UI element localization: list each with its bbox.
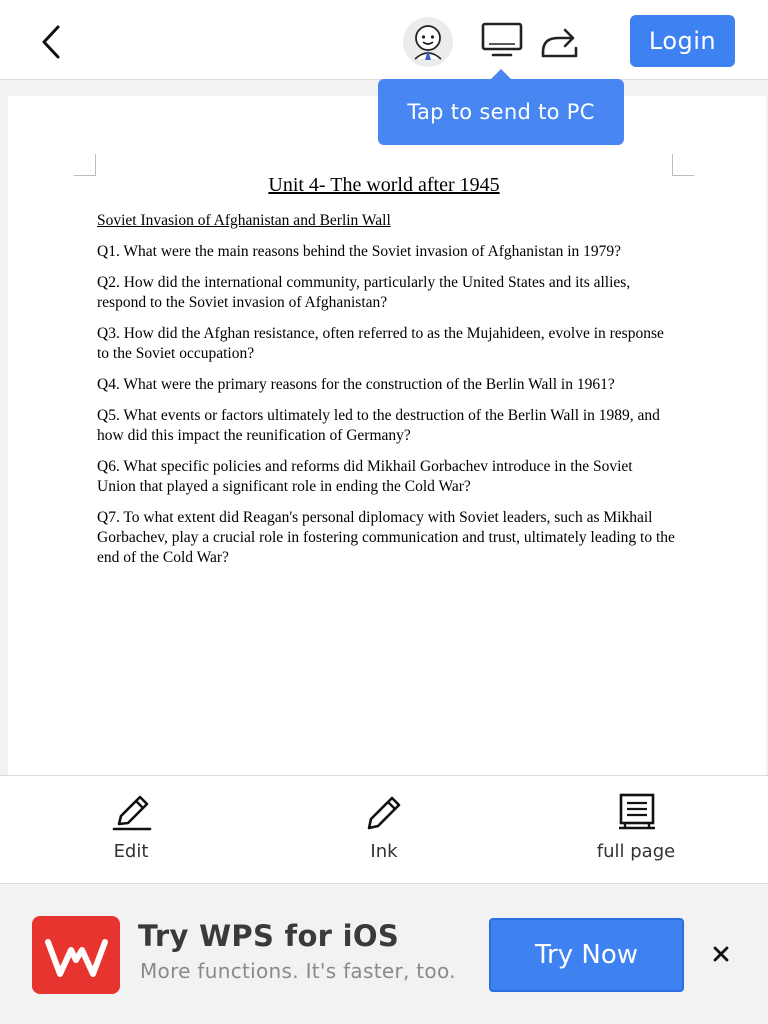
send-to-pc-button[interactable]	[478, 18, 526, 62]
question-item: Q4. What were the primary reasons for the construction of the Berlin Wall in 1961?	[97, 376, 615, 393]
question-item: Q3. How did the Afghan resistance, often referred to as the Mujahideen, evolve in response to the Soviet occupation?	[97, 325, 664, 362]
avatar[interactable]	[403, 17, 453, 67]
try-now-button[interactable]: Try Now	[489, 918, 684, 992]
share-icon	[536, 18, 584, 62]
bottom-toolbar	[0, 775, 768, 884]
avatar-icon	[403, 17, 453, 67]
pencil-icon	[364, 792, 406, 832]
full-page-icon	[616, 792, 658, 832]
login-button[interactable]: Login	[630, 15, 735, 67]
question-list	[97, 242, 675, 579]
wps-logo	[32, 916, 120, 994]
question-item: Q2. How did the international community, particularly the United States and its allies, respond to the Soviet invasion of Afghanistan?	[97, 274, 631, 311]
ad-subtitle: More functions. It's faster, too.	[140, 959, 456, 983]
share-button[interactable]	[536, 18, 584, 62]
page-corner-mark	[74, 154, 96, 176]
ink-label: Ink	[370, 841, 398, 862]
full-page-button[interactable]	[566, 776, 706, 884]
question-item: Q6. What specific policies and reforms did Mikhail Gorbachev introduce in the Soviet Union that played a significant role in ending the Cold War?	[97, 458, 633, 495]
question-item: Q1. What were the main reasons behind the Soviet invasion of Afghanistan in 1979?	[97, 243, 622, 260]
document-viewer[interactable]	[0, 81, 768, 775]
document-subtitle: Soviet Invasion of Afghanistan and Berlin Wall	[97, 212, 391, 229]
top-bar	[0, 0, 768, 80]
close-icon	[704, 937, 738, 971]
back-icon	[34, 22, 70, 62]
edit-label: Edit	[113, 841, 149, 862]
document-page[interactable]	[8, 96, 766, 776]
page-corner-mark	[672, 154, 694, 176]
send-to-pc-tooltip[interactable]: Tap to send to PC	[378, 79, 624, 145]
edit-button[interactable]	[61, 776, 201, 884]
wps-logo-icon	[32, 916, 120, 994]
wps-ad-banner	[0, 885, 768, 1024]
question-item: Q5. What events or factors ultimately led to the destruction of the Berlin Wall in 1989, and how did this impact the reunification of Germany?	[97, 407, 660, 444]
ad-title: Try WPS for iOS	[138, 919, 400, 953]
ink-button[interactable]	[314, 776, 454, 884]
close-ad-button[interactable]	[704, 937, 738, 971]
document-title: Unit 4- The world after 1945	[268, 174, 500, 196]
monitor-icon	[478, 18, 526, 62]
question-item: Q7. To what extent did Reagan's personal diplomacy with Soviet leaders, such as Mikhail Gorbachev, play a crucial role in fostering communication and trust, ultimately leading to the end of the Cold War?	[97, 509, 675, 566]
back-button[interactable]	[34, 22, 70, 62]
edit-icon	[111, 792, 153, 832]
full-page-label: full page	[596, 841, 676, 862]
